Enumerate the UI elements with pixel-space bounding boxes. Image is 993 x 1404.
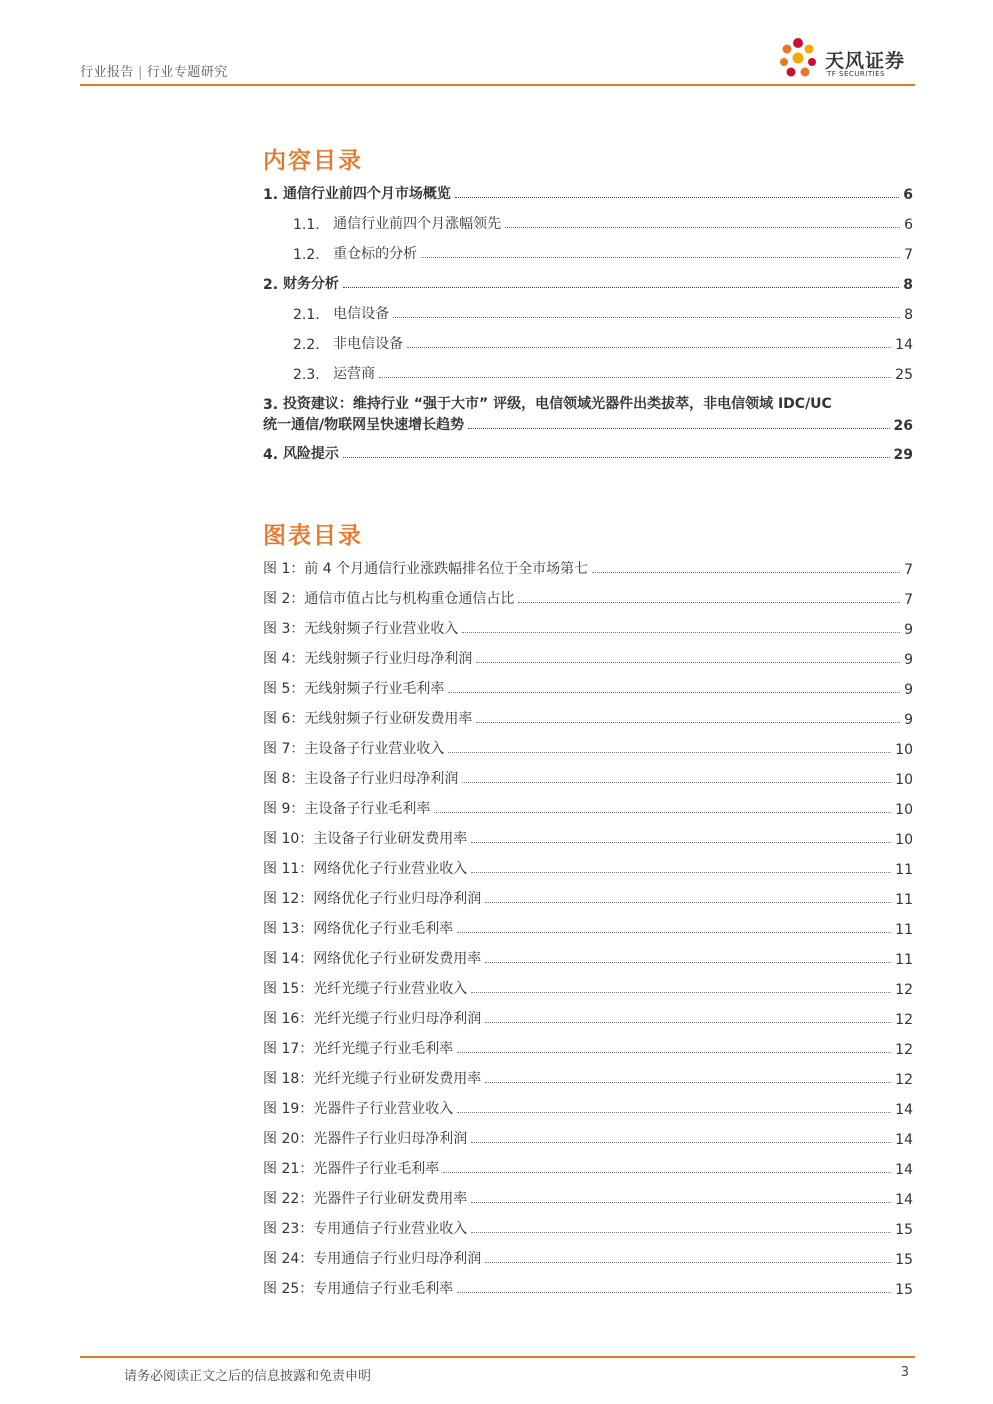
figure-page: 12: [895, 982, 913, 998]
logo-english-name: TF SECURITIES: [827, 70, 886, 78]
toc-label: 通信行业前四个月涨幅领先: [333, 216, 502, 232]
toc-leader: [485, 961, 891, 963]
toc-leader: [457, 931, 891, 933]
figure-entry[interactable]: [263, 796, 913, 818]
figure-label: 图 16：光纤光缆子行业归母净利润: [263, 1011, 482, 1027]
toc-entry[interactable]: [293, 331, 913, 353]
header-divider: [80, 84, 915, 86]
company-logo: [775, 34, 915, 82]
figure-entry[interactable]: [263, 1186, 913, 1208]
toc-page: 8: [904, 307, 913, 323]
toc-page: 7: [904, 247, 913, 263]
toc-leader: [476, 721, 900, 723]
toc-leader: [457, 1111, 891, 1113]
toc-leader: [592, 571, 900, 573]
figure-label: 图 21：光器件子行业毛利率: [263, 1161, 440, 1177]
footer-disclaimer: 请务必阅读正文之后的信息披露和免责申明: [124, 1369, 372, 1384]
figure-entry[interactable]: [263, 976, 913, 998]
figure-page: 11: [895, 952, 913, 968]
toc-label: 风险提示: [282, 446, 339, 462]
figure-entry[interactable]: [263, 916, 913, 938]
toc-leader: [443, 1171, 891, 1173]
figure-label: 图 11：网络优化子行业营业收入: [263, 861, 468, 877]
toc-leader: [485, 1081, 891, 1083]
report-category: [80, 61, 228, 80]
figure-label: 图 17：光纤光缆子行业毛利率: [263, 1041, 454, 1057]
toc-leader: [485, 1021, 891, 1023]
toc-leader: [407, 346, 891, 348]
figure-entry[interactable]: [263, 706, 913, 728]
toc-entry[interactable]: [263, 271, 913, 293]
figure-label: 图 25：专用通信子行业毛利率: [263, 1281, 454, 1297]
toc-entry-line1[interactable]: [263, 391, 913, 413]
figure-page: 14: [895, 1132, 913, 1148]
figure-entry[interactable]: [263, 826, 913, 848]
footer-divider: [80, 1356, 915, 1358]
figure-page: 10: [895, 832, 913, 848]
toc-page: 14: [895, 337, 913, 353]
toc-leader: [462, 631, 900, 633]
toc-leader: [485, 901, 891, 903]
page-header: [80, 0, 915, 86]
figure-label: 图 23：专用通信子行业营业收入: [263, 1221, 468, 1237]
toc-entry[interactable]: [293, 241, 913, 263]
figure-label: 图 4：无线射频子行业归母净利润: [263, 651, 473, 667]
toc-leader: [343, 456, 890, 458]
figure-page: 10: [895, 802, 913, 818]
figure-entry[interactable]: [263, 1006, 913, 1028]
toc-label: 通信行业前四个月市场概览: [282, 186, 451, 202]
toc-leader: [448, 691, 900, 693]
figure-entry[interactable]: [263, 766, 913, 788]
toc-page: 26: [893, 418, 913, 434]
page-number: 3: [900, 1365, 909, 1380]
figure-label: 图 13：网络优化子行业毛利率: [263, 921, 454, 937]
toc-label: 统一通信/物联网呈快速增长趋势: [263, 417, 465, 433]
toc-leader: [518, 601, 900, 603]
figure-label: 图 18：光纤光缆子行业研发费用率: [263, 1071, 482, 1087]
figure-page: 10: [895, 772, 913, 788]
figure-label: 图 5：无线射频子行业毛利率: [263, 681, 445, 697]
figure-label: 图 14：网络优化子行业研发费用率: [263, 951, 482, 967]
toc-entry[interactable]: [293, 361, 913, 383]
figure-label: 图 8：主设备子行业归母净利润: [263, 771, 459, 787]
toc-leader: [457, 1051, 891, 1053]
toc-leader: [471, 1201, 891, 1203]
figure-entry[interactable]: [263, 1246, 913, 1268]
toc-leader: [471, 841, 891, 843]
toc-label: 财务分析: [282, 276, 339, 292]
toc-number: 2.3.: [293, 367, 320, 383]
figure-entry[interactable]: [263, 856, 913, 878]
figure-page: 14: [895, 1162, 913, 1178]
figure-page: 9: [904, 622, 913, 638]
figure-entry[interactable]: [263, 1066, 913, 1088]
figure-entry[interactable]: [263, 1216, 913, 1238]
figure-label: 图 20：光器件子行业归母净利润: [263, 1131, 468, 1147]
figure-entry[interactable]: [263, 586, 913, 608]
figure-entry[interactable]: [263, 886, 913, 908]
toc-page: 6: [904, 217, 913, 233]
figure-page: 9: [904, 682, 913, 698]
figure-entry[interactable]: [263, 1156, 913, 1178]
figure-page: 14: [895, 1102, 913, 1118]
figure-label: 图 9：主设备子行业毛利率: [263, 801, 431, 817]
figure-page: 12: [895, 1042, 913, 1058]
figure-page: 11: [895, 892, 913, 908]
toc-leader: [343, 286, 899, 288]
figure-page: 12: [895, 1012, 913, 1028]
toc-leader: [471, 871, 891, 873]
figure-page: 14: [895, 1192, 913, 1208]
figure-entry[interactable]: [263, 946, 913, 968]
figure-label: 图 6：无线射频子行业研发费用率: [263, 711, 473, 727]
toc-leader: [462, 781, 891, 783]
toc-entry[interactable]: [293, 211, 913, 233]
toc-page: 25: [895, 367, 913, 383]
figure-entry[interactable]: [263, 1276, 913, 1298]
toc-label: 重仓标的分析: [333, 246, 418, 262]
figure-page: 10: [895, 742, 913, 758]
figure-entry[interactable]: [263, 646, 913, 668]
figure-label: 图 7：主设备子行业营业收入: [263, 741, 445, 757]
flower-logo-icon: [775, 34, 821, 80]
figure-page: 11: [895, 862, 913, 878]
figure-page: 7: [904, 592, 913, 608]
figure-page: 12: [895, 1072, 913, 1088]
toc-leader: [393, 316, 900, 318]
toc-label: 运营商: [333, 366, 376, 382]
toc-leader: [505, 226, 900, 228]
toc-number: 2.: [263, 277, 279, 293]
toc-leader: [457, 1291, 891, 1293]
contents-title: 内容目录: [263, 148, 363, 174]
figure-page: 15: [895, 1282, 913, 1298]
logo-chinese-name: 天风证券: [825, 50, 906, 72]
report-type: 行业报告: [80, 65, 135, 80]
toc-leader: [455, 196, 899, 198]
toc-number: 2.2.: [293, 337, 320, 353]
toc-leader: [471, 991, 891, 993]
toc-label: 投资建议：维持行业 “强于大市” 评级，电信领域光器件出类拔萃，非电信领域 IDC/UC: [282, 396, 832, 412]
toc-entry[interactable]: [263, 441, 913, 463]
figure-label: 图 2：通信市值占比与机构重仓通信占比: [263, 591, 515, 607]
toc-leader: [434, 811, 891, 813]
toc-page: 8: [903, 277, 913, 293]
figure-entry[interactable]: [263, 556, 913, 578]
toc-number: 1.: [263, 187, 279, 203]
figure-entry[interactable]: [263, 1126, 913, 1148]
figure-page: 9: [904, 712, 913, 728]
figure-label: 图 3：无线射频子行业营业收入: [263, 621, 459, 637]
toc-number: 2.1.: [293, 307, 320, 323]
header-separator: |: [138, 65, 143, 80]
toc-number: 4.: [263, 447, 279, 463]
figure-entry[interactable]: [263, 616, 913, 638]
toc-number: 1.2.: [293, 247, 320, 263]
report-subtype: 行业专题研究: [146, 65, 228, 80]
toc-leader: [421, 256, 900, 258]
toc-entry[interactable]: [293, 301, 913, 323]
figure-entry[interactable]: [263, 736, 913, 758]
figure-page: 9: [904, 652, 913, 668]
figure-label: 图 1：前 4 个月通信行业涨跌幅排名位于全市场第七: [263, 561, 589, 577]
figure-page: 11: [895, 922, 913, 938]
toc-page: 29: [893, 447, 913, 463]
toc-leader: [468, 427, 889, 429]
toc-leader: [485, 1261, 891, 1263]
toc-page: 6: [903, 187, 913, 203]
toc-leader: [471, 1141, 891, 1143]
figure-entry[interactable]: [263, 1096, 913, 1118]
figures-title: 图表目录: [263, 523, 363, 549]
toc-label: 电信设备: [333, 306, 390, 322]
figure-entry[interactable]: [263, 676, 913, 698]
figure-label: 图 15：光纤光缆子行业营业收入: [263, 981, 468, 997]
figure-label: 图 12：网络优化子行业归母净利润: [263, 891, 482, 907]
toc-leader: [471, 1231, 891, 1233]
figure-label: 图 22：光器件子行业研发费用率: [263, 1191, 468, 1207]
toc-entry-line2[interactable]: [263, 412, 913, 434]
figure-page: 15: [895, 1252, 913, 1268]
figure-entry[interactable]: [263, 1036, 913, 1058]
toc-label: 非电信设备: [333, 336, 404, 352]
figure-page: 7: [904, 562, 913, 578]
toc-leader: [476, 661, 900, 663]
figure-label: 图 10：主设备子行业研发费用率: [263, 831, 468, 847]
toc-number: 1.1.: [293, 217, 320, 233]
toc-entry[interactable]: [263, 181, 913, 203]
toc-leader: [379, 376, 891, 378]
figure-page: 15: [895, 1222, 913, 1238]
figure-label: 图 24：专用通信子行业归母净利润: [263, 1251, 482, 1267]
figure-label: 图 19：光器件子行业营业收入: [263, 1101, 454, 1117]
toc-number: 3.: [263, 397, 279, 413]
toc-leader: [448, 751, 891, 753]
